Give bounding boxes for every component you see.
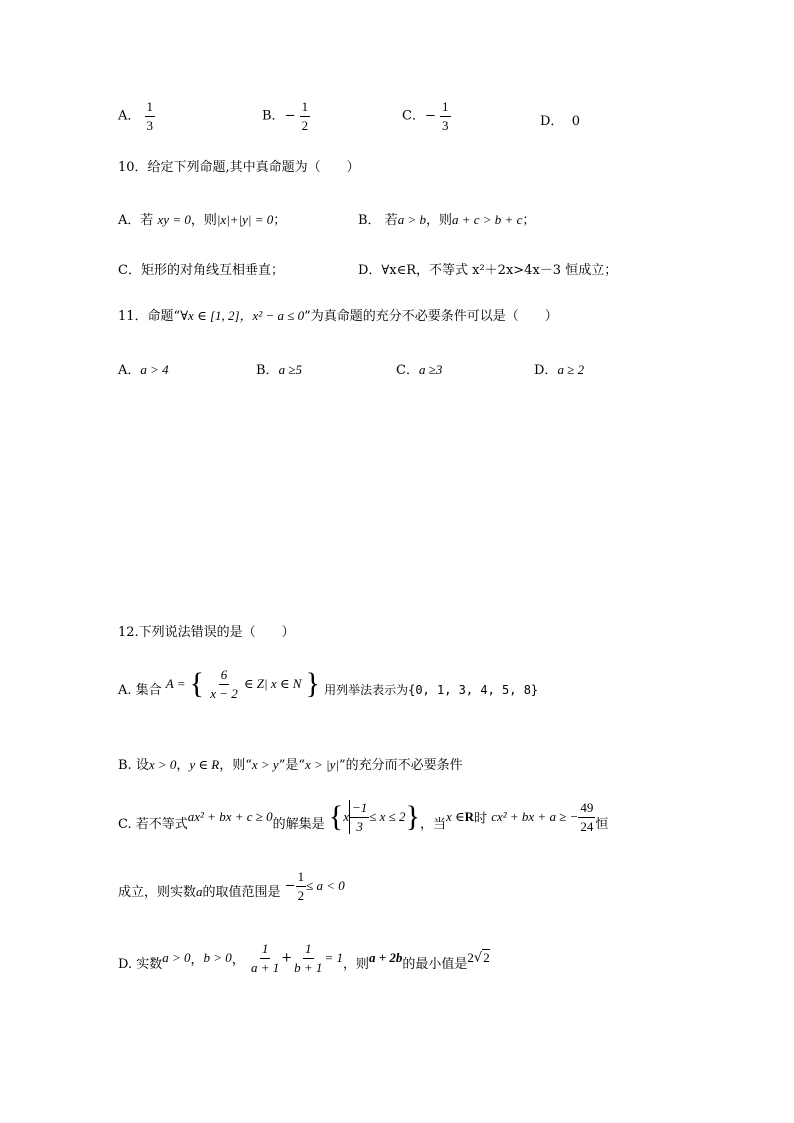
q11-option-c: C．a ≥3 — [396, 362, 443, 378]
q9-option-d: D． 0 — [540, 114, 580, 129]
q12-option-c: C. 若不等式ax² + bx + c ≥ 0的解集是 {x $\frac{-1}{3}$ ≤ x ≤ 2}，当x ∈R时 cx² + bx + a ≥ − $\frac{49}{24}$ 恒 — [118, 799, 609, 834]
q9-option-a: A． $\frac{1}{3}$ — [118, 99, 154, 133]
q11-option-d: D．a ≥ 2 — [534, 362, 585, 378]
q11-stem: 11．命题“∀x ∈ [1, 2]，x² − a ≤ 0”为真命题的充分不必要条件可以是（ ） — [118, 308, 558, 324]
q9-option-c: C．− $\frac{1}{3}$ — [402, 99, 449, 133]
q12-option-a: A. 集合 A = { $\frac{6}{x - 2}$ ∈ Z| x ∈ N } 用列举法表示为{0, 1, 3, 4, 5, 8} — [118, 667, 539, 701]
q12-option-b: B. 设x > 0，y ∈ R，则“x > y”是“x > |y|”的充分而不必要条件 — [118, 757, 463, 773]
q9-option-b: B．− $\frac{1}{2}$ — [262, 99, 309, 133]
q10-option-a: A．若 xy = 0，则|x|+|y| = 0； — [118, 212, 287, 228]
q12-option-d: D. 实数a > 0，b > 0， $\frac{1}{a + 1}$ + $\frac{1}{b + 1}$ = 1，则a + 2b的最小值是2√2 — [118, 941, 490, 975]
q10-option-c: C．矩形的对角线互相垂直； — [118, 263, 284, 278]
q12-stem: 12.下列说法错误的是（ ） — [118, 625, 295, 640]
q10-option-d: D．∀x∈R，不等式 x²＋2x>4x－3 恒成立； — [358, 263, 618, 278]
q12-option-c-cont: 成立，则实数a的取值范围是 − $\frac{1}{2}$ ≤ a < 0 — [118, 869, 345, 903]
q11-option-a: A．a > 4 — [118, 362, 169, 378]
q10-stem: 10．给定下列命题,其中真命题为（ ） — [118, 160, 360, 175]
q11-option-b: B．a ≥5 — [256, 362, 302, 378]
q10-option-b: B． 若a > b，则a + c > b + c； — [358, 212, 536, 228]
